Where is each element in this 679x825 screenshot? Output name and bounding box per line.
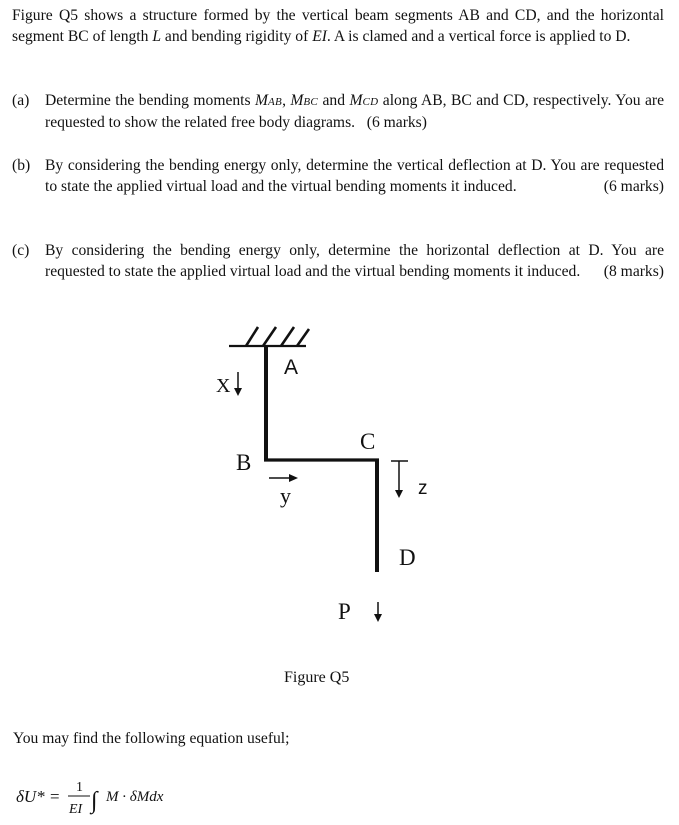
intro-text-2: and bending rigidity of xyxy=(161,27,313,45)
moment-ab-symbol: M xyxy=(255,92,269,109)
intro-text-1: Figure Q5 shows a structure formed by the vertical beam segments AB and CD, and the horizontal segment BC of length xyxy=(12,7,664,45)
moment-bc-symbol: M xyxy=(290,92,304,109)
moment-ab-subscript: AB xyxy=(268,96,283,108)
equation-denominator: EI xyxy=(69,802,83,817)
label-a: A xyxy=(284,356,299,379)
equation-integrand: M · δMdx xyxy=(106,789,164,805)
label-x: X xyxy=(216,375,231,397)
moment-bc-subscript: BC xyxy=(303,96,319,108)
label-c: C xyxy=(360,429,376,454)
question-a-text-2: along AB, BC and CD, respectively. You are requested to show the related free body diagrams. xyxy=(45,92,665,131)
question-a-marks: (6 marks) xyxy=(366,113,427,131)
question-a-sep-1: , xyxy=(282,92,291,109)
intro-text-3: . A is clamed and a vertical force is applied to D. xyxy=(326,27,631,45)
y-axis-arrow-icon xyxy=(269,474,298,482)
label-z: z xyxy=(418,478,428,499)
question-a-sep-2: and xyxy=(318,92,350,109)
moment-cd-symbol: M xyxy=(349,92,363,109)
x-axis-arrow-icon xyxy=(234,372,242,396)
useful-equation-note: You may find the following equation useful; xyxy=(13,730,290,747)
z-axis-arrow-icon xyxy=(391,461,408,498)
moment-cd-subscript: CD xyxy=(362,96,379,108)
figure-caption: Figure Q5 xyxy=(284,669,350,686)
question-c-text: By considering the bending energy only, determine the horizontal deflection at D. You are requested to state the applied virtual load and the virtual bending moments it induced. xyxy=(45,242,664,280)
intro-rigidity-symbol: EI xyxy=(312,27,327,45)
load-arrow-icon xyxy=(374,602,382,622)
question-b-marks: (6 marks) xyxy=(603,177,664,195)
label-b: B xyxy=(236,450,252,475)
energy-equation xyxy=(16,780,164,817)
integral-icon: ∫ xyxy=(91,788,98,814)
label-p: P xyxy=(338,599,351,624)
label-d: D xyxy=(399,545,416,570)
equation-lhs: δU* = xyxy=(16,787,61,806)
question-a-text-1: Determine the bending moments xyxy=(45,92,256,109)
clamp-support-icon xyxy=(229,327,309,346)
question-b-text: By considering the bending energy only, determine the vertical deflection at D. You are requested to state the applied virtual load and the virtual bending moments it induced. xyxy=(45,157,664,195)
question-c-marks: (8 marks) xyxy=(603,262,664,280)
equation-numerator: 1 xyxy=(76,780,83,795)
question-c-label: (c) xyxy=(12,242,30,259)
intro-length-symbol: L xyxy=(152,27,162,45)
question-b-label: (b) xyxy=(12,157,31,174)
label-y: y xyxy=(280,483,291,508)
question-a-label: (a) xyxy=(12,92,30,109)
